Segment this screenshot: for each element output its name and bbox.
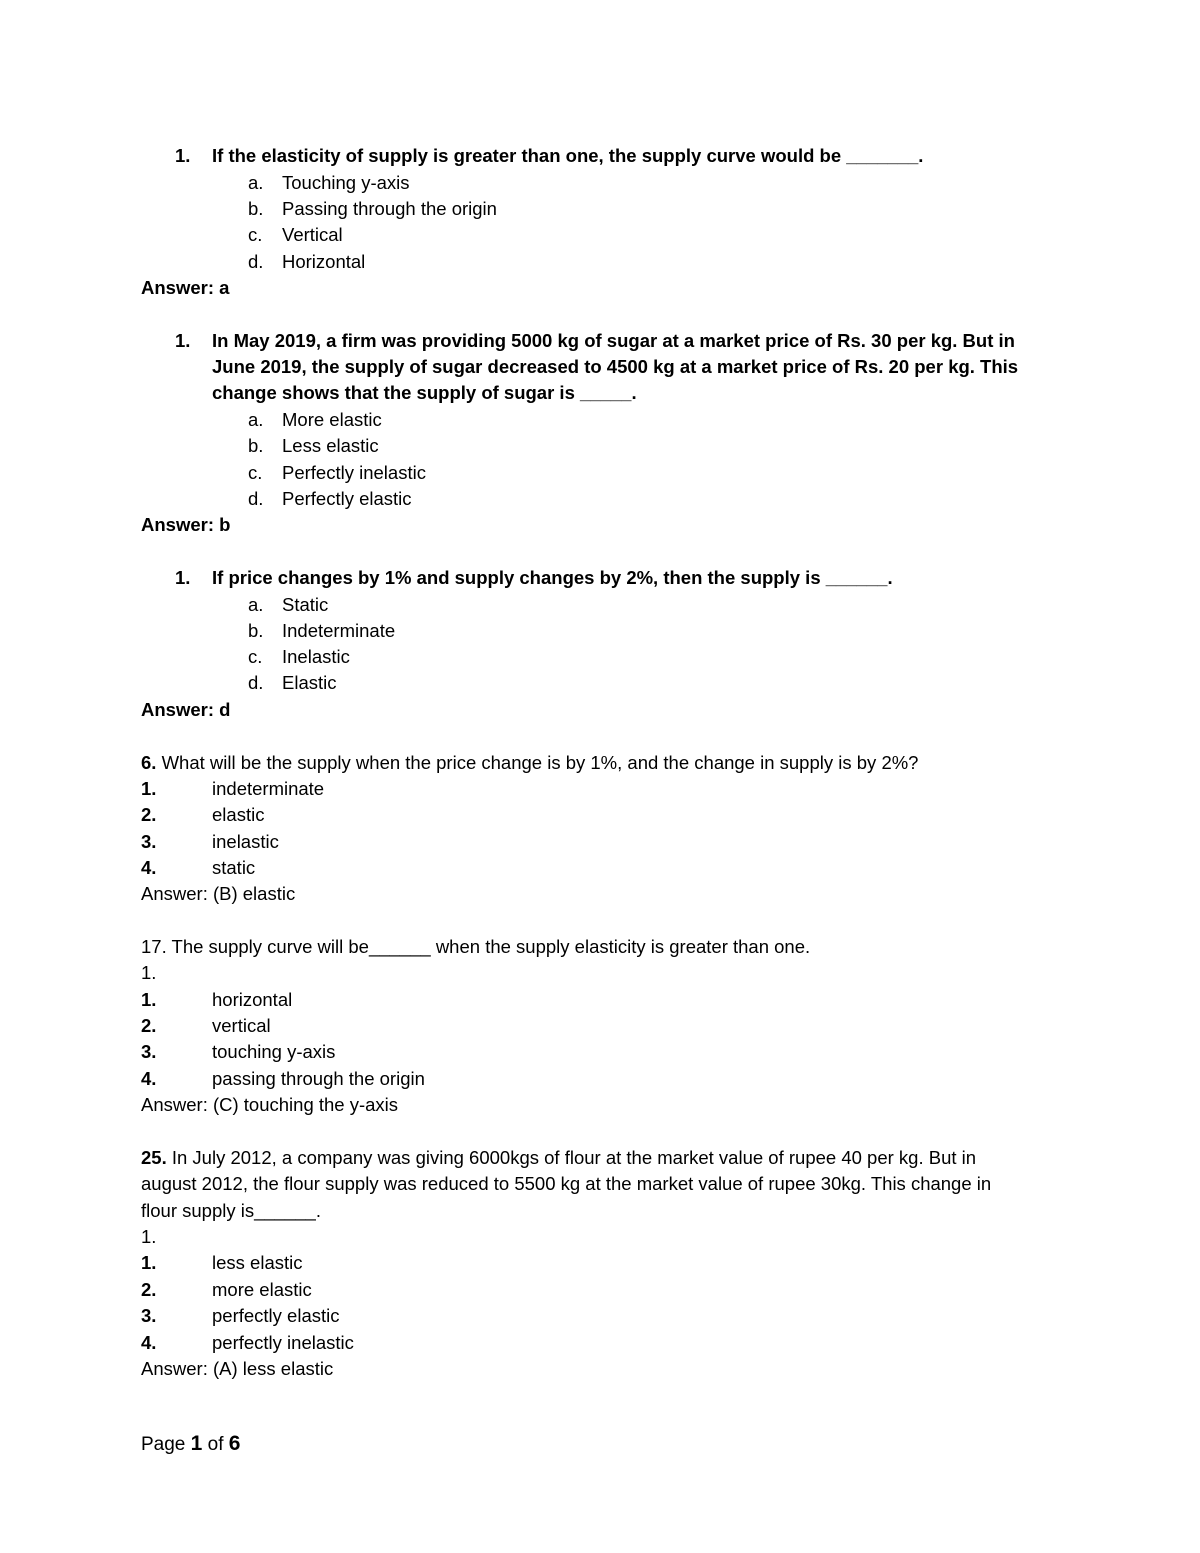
answer: Answer: d [141,699,231,720]
option-label: 3. [141,831,157,852]
question-text: What will be the supply when the price change is by 1%, and the change in supply is by 2%? [161,752,919,773]
option-text: horizontal [212,989,293,1010]
answer [141,1094,398,1116]
option-text: Touching y-axis [282,172,410,193]
option-label: b. [248,198,264,219]
answer-label: Answer: [141,1094,208,1115]
question-number: 1. [175,330,191,351]
option-text: passing through the origin [212,1068,425,1089]
option-label: c. [248,646,263,667]
answer: Answer: b [141,514,231,535]
option-label: 2. [141,1015,157,1036]
option-text: Inelastic [282,646,350,667]
option-text: Static [282,594,329,615]
option-label: 3. [141,1041,157,1062]
option-label: d. [248,251,264,272]
option-label: 4. [141,1068,157,1089]
option-text: perfectly inelastic [212,1332,354,1353]
option-text: less elastic [212,1252,303,1273]
stray-number: 1. [141,962,157,983]
question-line [141,1147,976,1169]
question-text: If price changes by 1% and supply changes by 2%, then the supply is ______. [212,567,893,588]
option-label: 2. [141,804,157,825]
option-label: d. [248,672,264,693]
answer-text: (A) less elastic [212,1358,334,1379]
question-number: 25. [141,1147,167,1168]
question-text-line: flour supply is______. [141,1200,321,1221]
option-text: Elastic [282,672,337,693]
page-word: Page [141,1434,186,1455]
option-label: 3. [141,1305,157,1326]
question-text: If the elasticity of supply is greater than one, the supply curve would be _______. [212,145,924,166]
option-text: touching y-axis [212,1041,336,1062]
option-label: 1. [141,1252,157,1273]
option-label: 4. [141,1332,157,1353]
answer: Answer: a [141,277,230,298]
option-label: b. [248,620,264,641]
option-label: b. [248,435,264,456]
stray-number: 1. [141,1226,157,1247]
question-number: 6. [141,752,157,773]
option-label: d. [248,488,264,509]
option-text: Vertical [282,224,343,245]
option-text: Horizontal [282,251,366,272]
option-text: More elastic [282,409,382,430]
option-label: a. [248,172,264,193]
answer [141,1358,333,1380]
question-text-line: change shows that the supply of sugar is _____. [212,382,637,403]
question-line [141,752,918,774]
question-line [141,936,810,958]
question-text: The supply curve will be______ when the supply elasticity is greater than one. [171,936,811,957]
option-label: 4. [141,857,157,878]
question-text-line: June 2019, the supply of sugar decreased to 4500 kg at a market price of Rs. 20 per kg. This [212,356,1019,377]
option-label: c. [248,224,263,245]
option-label: 2. [141,1279,157,1300]
question-number: 1. [175,567,191,588]
question-number: 1. [175,145,191,166]
answer-text: (B) elastic [212,883,296,904]
option-text: vertical [212,1015,271,1036]
option-text: Perfectly elastic [282,488,412,509]
page-footer [141,1432,240,1457]
question-number: 17. [141,936,167,957]
question-text-line: In May 2019, a firm was providing 5000 kg of sugar at a market price of Rs. 30 per kg. But in [212,330,1015,351]
of-word: of [207,1434,224,1455]
option-label: c. [248,462,263,483]
option-text: Perfectly inelastic [282,462,426,483]
total-pages-number: 6 [228,1432,241,1455]
option-text: static [212,857,256,878]
answer-text: (C) touching the y-axis [212,1094,399,1115]
option-label: 1. [141,989,157,1010]
option-text: elastic [212,804,265,825]
option-label: a. [248,409,264,430]
question-text-line: august 2012, the flour supply was reduced to 5500 kg at the market value of rupee 30kg. This change in [141,1173,992,1194]
answer-label: Answer: [141,883,208,904]
option-text: Passing through the origin [282,198,497,219]
option-text: indeterminate [212,778,325,799]
option-label: a. [248,594,264,615]
option-label: 1. [141,778,157,799]
answer-label: Answer: [141,1358,208,1379]
option-text: inelastic [212,831,279,852]
current-page-number: 1 [190,1432,203,1455]
option-text: Less elastic [282,435,379,456]
option-text: more elastic [212,1279,312,1300]
option-text: perfectly elastic [212,1305,340,1326]
option-text: Indeterminate [282,620,396,641]
question-text-line: In July 2012, a company was giving 6000kgs of flour at the market value of rupee 40 per kg. But in [171,1147,977,1168]
answer [141,883,295,905]
